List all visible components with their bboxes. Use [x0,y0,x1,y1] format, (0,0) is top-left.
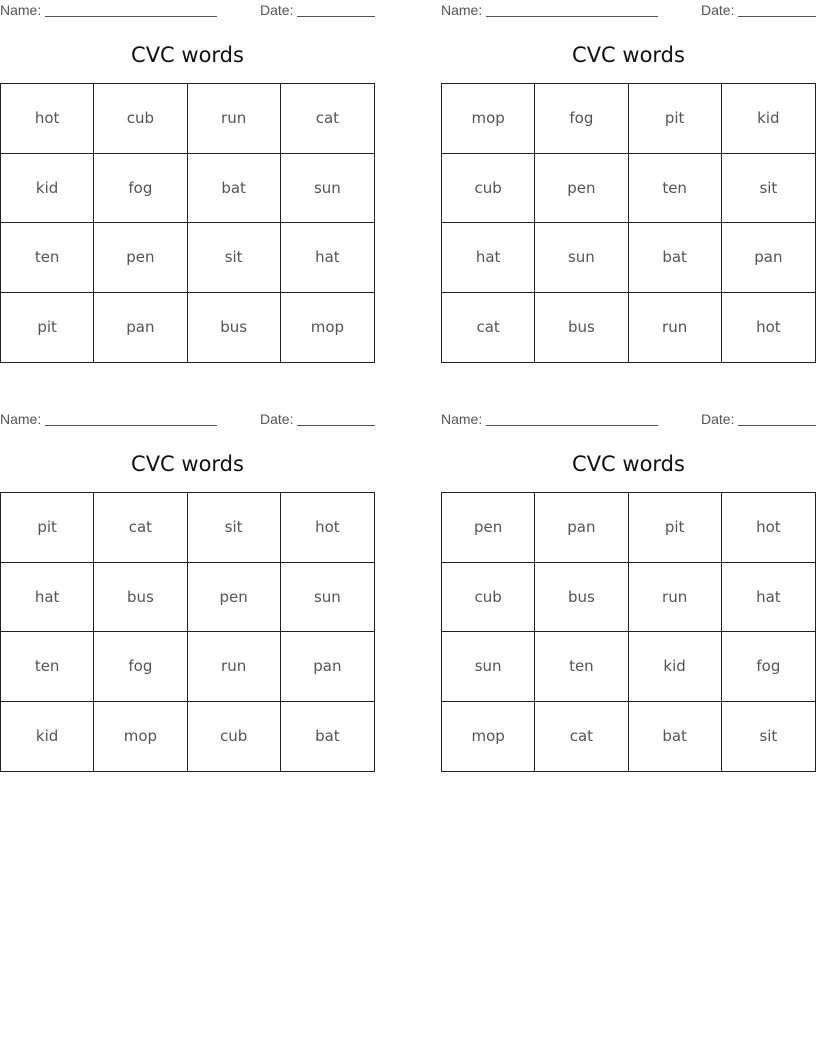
word-cell: run [629,293,722,363]
bingo-card [441,409,816,746]
name-blank-line [45,16,217,17]
word-cell: mop [310,318,345,337]
word-cell: bus [188,293,281,363]
name-label: Name: [441,411,483,427]
name-blank-line [45,425,217,426]
word-cell: fog [722,632,815,702]
name-blank-line [486,16,658,17]
word-cell: kid [1,702,94,772]
word-cell: ten [535,632,628,702]
word-cell: hot [756,318,781,337]
word-grid [0,492,375,772]
word-grid [0,83,375,363]
word-cell: pit [629,84,722,154]
word-cell: mop [94,702,187,772]
word-cell: kid [629,632,722,702]
name-label: Name: [441,2,483,18]
name-date-header [0,409,375,429]
word-cell: fog [535,84,628,154]
word-cell: bus [94,563,187,633]
word-cell: sun [281,563,374,633]
name-date-header [0,0,375,20]
word-cell: cub [188,702,281,772]
word-cell: run [188,632,281,702]
bingo-card [0,0,375,337]
word-cell: pit [629,493,722,563]
date-label: Date: [260,411,294,427]
word-cell: pen [94,223,187,293]
word-cell: cat [535,702,628,772]
word-cell: sun [535,223,628,293]
word-cell: sun [442,632,535,702]
card-title: CVC words [572,43,685,67]
name-label: Name: [0,2,42,18]
word-cell: pan [281,632,374,702]
date-blank-line [738,425,816,426]
date-label: Date: [260,2,294,18]
word-cell: cub [442,154,535,224]
word-cell: bat [315,727,340,746]
word-cell: cat [281,84,374,154]
word-cell: pan [535,493,628,563]
word-cell: hot [1,84,94,154]
word-cell: ten [1,223,94,293]
word-grid [441,83,816,363]
word-cell: cat [94,493,187,563]
word-cell: run [188,84,281,154]
word-cell: fog [94,154,187,224]
word-cell: mop [442,84,535,154]
word-cell: kid [1,154,94,224]
word-cell: sit [188,223,281,293]
word-cell: bat [629,702,722,772]
word-cell: pan [722,223,815,293]
word-cell: pen [442,493,535,563]
word-cell: cub [94,84,187,154]
word-cell: cub [442,563,535,633]
word-cell: sit [188,493,281,563]
word-cell: hat [442,223,535,293]
word-cell: bat [188,154,281,224]
word-cell: bat [629,223,722,293]
date-label: Date: [701,411,735,427]
word-cell: sun [281,154,374,224]
name-blank-line [486,425,658,426]
word-cell: ten [1,632,94,702]
card-title: CVC words [131,43,244,67]
word-cell: fog [94,632,187,702]
bingo-card [0,409,375,746]
date-blank-line [738,16,816,17]
card-title: CVC words [572,452,685,476]
bingo-card [441,0,816,337]
word-cell: sit [759,727,778,746]
card-title: CVC words [131,452,244,476]
word-cell: ten [629,154,722,224]
word-cell: hat [722,563,815,633]
name-date-header [441,0,816,20]
word-cell: hot [281,493,374,563]
word-cell: run [629,563,722,633]
word-cell: kid [722,84,815,154]
date-label: Date: [701,2,735,18]
word-cell: hat [1,563,94,633]
date-blank-line [297,425,375,426]
word-cell: pan [94,293,187,363]
word-cell: sit [722,154,815,224]
word-cell: pit [1,293,94,363]
name-date-header [441,409,816,429]
word-cell: pen [535,154,628,224]
word-cell: pit [1,493,94,563]
word-cell: bus [535,293,628,363]
date-blank-line [297,16,375,17]
word-cell: cat [442,293,535,363]
word-cell: pen [188,563,281,633]
word-cell: hat [281,223,374,293]
name-label: Name: [0,411,42,427]
word-grid [441,492,816,772]
word-cell: bus [535,563,628,633]
word-cell: mop [442,702,535,772]
word-cell: hot [722,493,815,563]
